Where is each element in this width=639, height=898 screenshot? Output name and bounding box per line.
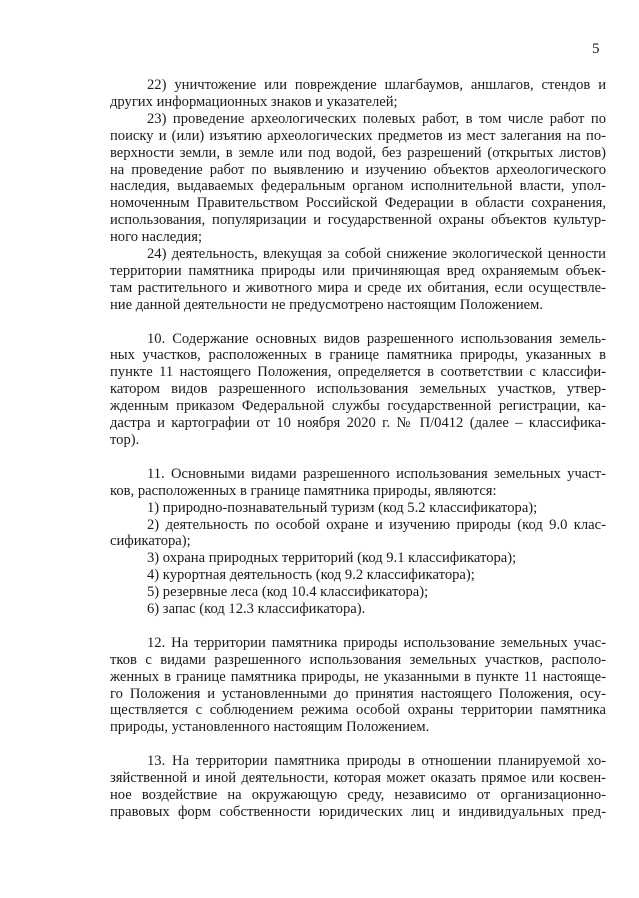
text-line: других информационных знаков и указателей; xyxy=(110,93,398,110)
text-line: 13. На территории памятника природы в отношении планируемой хо- xyxy=(147,753,606,770)
text-line: правовых форм собственности юридических лиц и индивидуальных пред- xyxy=(110,803,606,820)
text-line: го Положения и установленными до принятия настоящего Положения, осу- xyxy=(110,685,606,702)
text-line: 2) деятельность по особой охране и изучению природы (код 9.0 клас- xyxy=(147,516,606,533)
text-line: ного наследия; xyxy=(110,229,203,246)
text-line: территории памятника природы или причиняющая вред охраняемым объек- xyxy=(110,262,606,279)
text-line: 12. На территории памятника природы использование земельных учас- xyxy=(147,634,606,651)
text-line: женных в границе памятника природы, не указанными в пункте 11 настояще- xyxy=(110,668,606,685)
document-body xyxy=(110,77,606,821)
text-line: наследия, выдаваемых федеральным органом исполнительной власти, упол- xyxy=(110,178,606,195)
text-line: дастра и картографии от 10 ноября 2020 г. № П/0412 (далее – классифика- xyxy=(110,415,606,432)
text-line: 10. Содержание основных видов разрешенного использования земель- xyxy=(147,330,606,347)
text-line: 23) проведение археологических полевых работ, в том числе работ по xyxy=(147,110,606,127)
text-line: ков, расположенных в границе памятника природы, являются: xyxy=(110,482,497,499)
text-line: 24) деятельность, влекущая за собой снижение экологической ценности xyxy=(147,246,606,263)
text-line: верхности земли, в земле или под водой, без разрешений (открытых листов) xyxy=(110,144,606,161)
text-line: 5) резервные леса (код 10.4 классификатора); xyxy=(147,584,429,601)
text-line: жденным приказом Федеральной службы государственной регистрации, ка- xyxy=(110,398,606,415)
text-line: 3) охрана природных территорий (код 9.1 классификатора); xyxy=(147,550,517,567)
text-line: ное воздействие на окружающую среду, независимо от организационно- xyxy=(110,787,606,803)
paragraph-gap xyxy=(110,736,606,753)
text-line: на проведение работ по выявлению и изучению объектов археологического xyxy=(110,161,606,178)
paragraph-gap xyxy=(110,618,606,635)
text-line: зяйственной и иной деятельности, которая может оказать прямое или косвен- xyxy=(110,770,606,787)
text-line: 4) курортная деятельность (код 9.2 классификатора); xyxy=(147,567,475,584)
text-line: тор). xyxy=(110,432,140,449)
text-line: поиску и (или) изъятию археологических предметов из мест залегания на по- xyxy=(110,127,606,144)
text-line: использования, популяризации и государственной охраны объектов культур- xyxy=(110,212,606,229)
text-line: природы, установленного настоящим Положением. xyxy=(110,719,430,736)
text-line: там растительного и животного мира и среде их обитания, если осуществле- xyxy=(110,279,606,296)
text-line: 6) запас (код 12.3 классификатора). xyxy=(147,601,366,618)
text-line: 11. Основными видами разрешенного использования земельных участ- xyxy=(147,465,606,482)
text-line: катором видов разрешенного использования земельных участков, утвер- xyxy=(110,381,606,398)
paragraph-gap xyxy=(110,449,606,466)
paragraph-gap xyxy=(110,314,606,331)
page-number: 5 xyxy=(592,41,600,57)
text-line: ществляется с соблюдением режима особой охраны территории памятника xyxy=(110,702,606,719)
text-line: ных участков, расположенных в границе памятника природы, указанных в xyxy=(110,347,606,364)
text-line: тков с видами разрешенного использования земельных участков, располо- xyxy=(110,651,606,668)
text-line: номоченным Правительством Российской Федерации в области сохранения, xyxy=(110,195,606,212)
text-line: пункте 11 настоящего Положения, определяется в соответствии с классифи- xyxy=(110,364,606,381)
text-line: 22) уничтожение или повреждение шлагбаумов, аншлагов, стендов и xyxy=(147,77,606,93)
text-line: ние данной деятельности не предусмотрено настоящим Положением. xyxy=(110,296,543,313)
text-line: сификатора); xyxy=(110,533,191,550)
text-line: 1) природно-познавательный туризм (код 5.2 классификатора); xyxy=(147,499,538,516)
